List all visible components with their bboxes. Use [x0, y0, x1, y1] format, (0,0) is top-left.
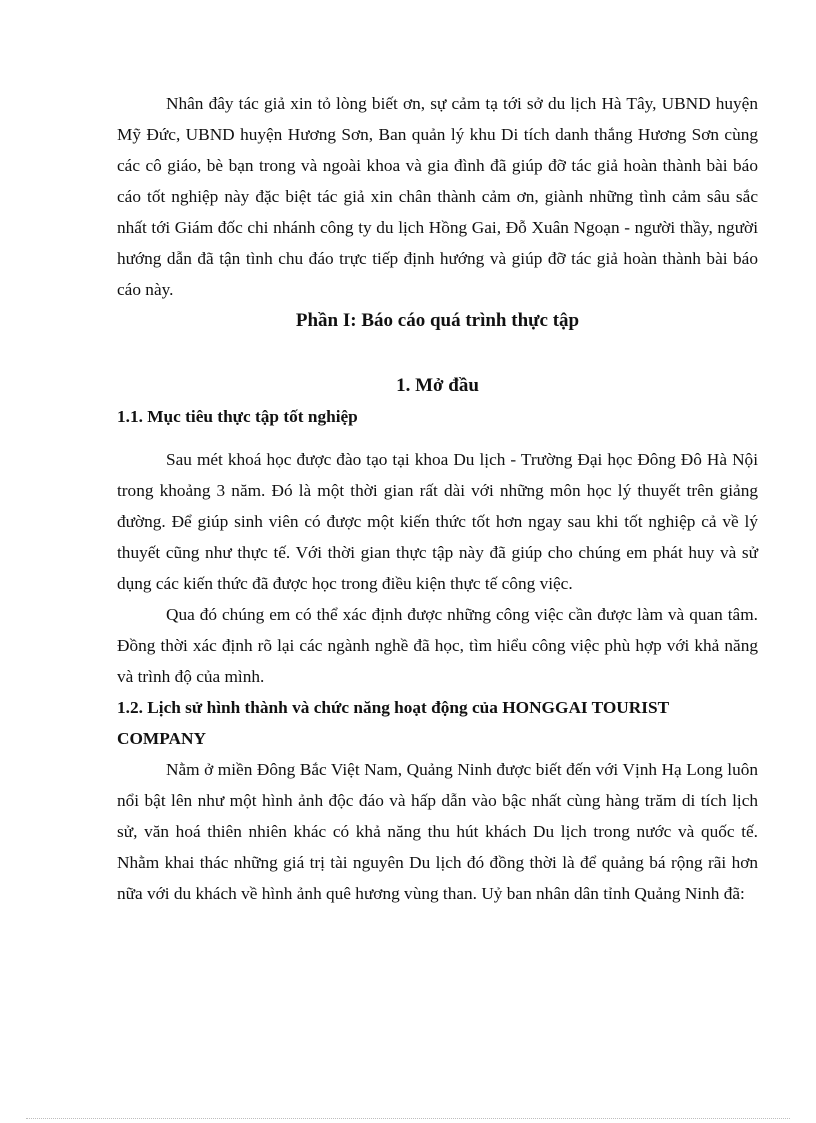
- part-heading: Phần I: Báo cáo quá trình thực tập: [295, 310, 580, 331]
- acknowledgement-paragraph: Nhân đây tác giả xin tỏ lòng biết ơn, sự cảm tạ tới sở du lịch Hà Tây, UBND huyện Mỹ Đức, UBND huyện Hương Sơn, Ban quản lý khu Di tích danh thắng Hương Sơn cùng các cô giáo, bè bạn trong và ngoài khoa và gia đình đã giúp đỡ tác giả hoàn thành bài báo cáo tốt nghiệp này đặc biệt tác giả xin chân thành cảm ơn, giành những tình cảm sâu sắc nhất tới Giám đốc chi nhánh công ty du lịch Hồng Gai, Đỗ Xuân Ngoạn - người thầy, người hướng dẫn đã tận tình chu đáo trực tiếp định hướng và giúp đỡ tác giả hoàn thành bài báo cáo này.: [117, 94, 758, 299]
- goal-paragraph-2: Qua đó chúng em có thể xác định được những công việc cần được làm và quan tâm. Đồng thời xác định rõ lại các ngành nghề đã học, tìm hiểu công việc phù hợp với khả năng và trình độ của mình.: [117, 605, 758, 686]
- goal-paragraph-1: Sau mét khoá học được đào tạo tại khoa Du lịch - Trường Đại học Đông Đô Hà Nội trong khoảng 3 năm. Đó là một thời gian rất dài với những môn học lý thuyết trên giảng đường. Để giúp sinh viên có được một kiến thức tốt hơn ngay sau khi tốt nghiệp cả về lý thuyết cũng như thực tế. Với thời gian thực tập này đã giúp cho chúng em phát huy và sử dụng các kiến thức đã được học trong điều kiện thực tế công việc.: [117, 450, 758, 593]
- subsection-heading-1-2: 1.2. Lịch sử hình thành và chức năng hoạt động của HONGGAI TOURIST COMPANY: [117, 698, 669, 748]
- page-bottom-divider: [26, 1118, 790, 1119]
- history-paragraph: Nằm ở miền Đông Bắc Việt Nam, Quảng Ninh được biết đến với Vịnh Hạ Long luôn nổi bật lên như một hình ảnh độc đáo và hấp dẫn vào bậc nhất cùng hàng trăm di tích lịch sử, văn hoá thiên nhiên khác có khả năng thu hút khách Du lịch trong nước và quốc tế. Nhằm khai thác những giá trị tài nguyên Du lịch đó đồng thời là để quảng bá rộng rãi hơn nữa với du khách về hình ảnh quê hương vùng than. Uỷ ban nhân dân tỉnh Quảng Ninh đã:: [117, 760, 758, 903]
- subsection-heading-1-1: 1.1. Mục tiêu thực tập tốt nghiệp: [117, 407, 358, 426]
- document-page: [117, 88, 758, 909]
- section-heading: 1. Mở đầu: [396, 375, 479, 396]
